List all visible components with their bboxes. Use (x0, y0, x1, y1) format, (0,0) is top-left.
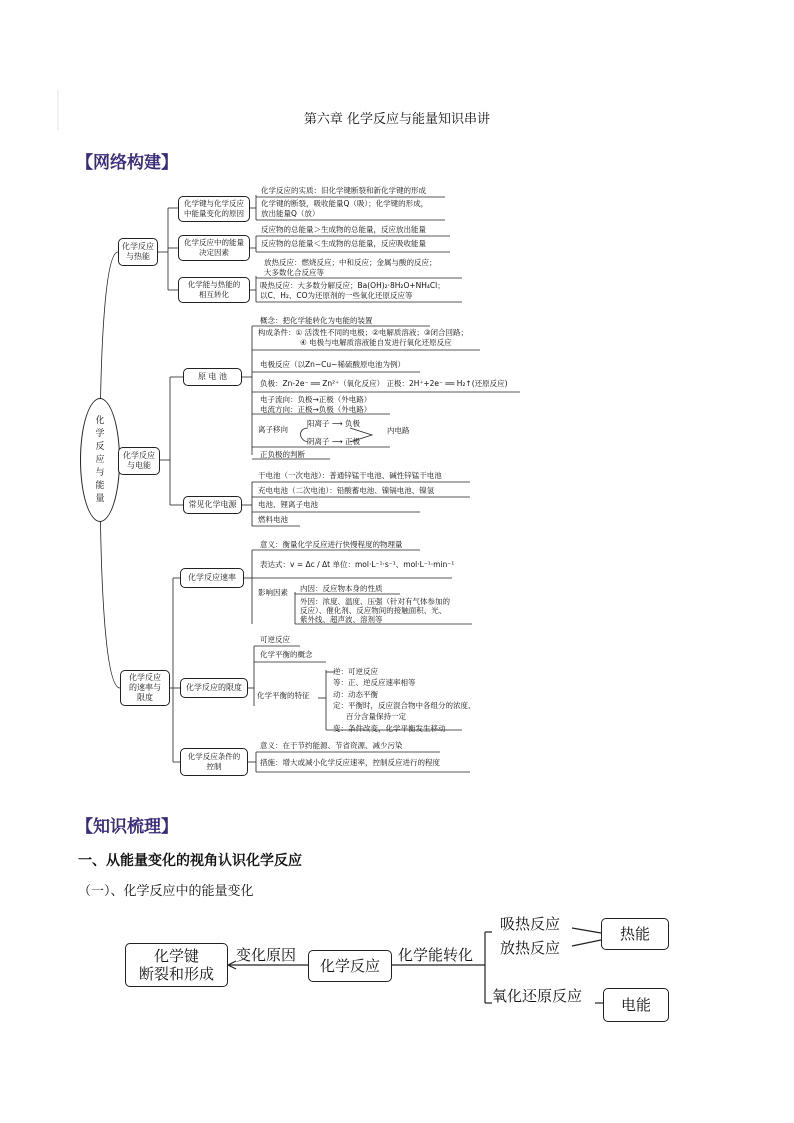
node-chemical-power: 常见化学电源 (183, 496, 242, 514)
leaf-text: 放热反应：燃烧反应；中和反应；金属与酸的反应； (264, 258, 437, 267)
leaf-text: 构成条件：① 活泼性不同的电极；②电解质溶液；③闭合回路； (258, 328, 469, 337)
leaf-text: 吸热反应：大多数分解反应；Ba(OH)₂·8H₂O+NH₄Cl； (260, 281, 445, 290)
leaf-text: 大多数化合反应等 (264, 268, 324, 277)
heading-level2: 一、从能量变化的视角认识化学反应 (78, 853, 302, 869)
leaf-text: 阴离子 ⟶ 正极 (307, 437, 361, 446)
leaf-text: 措施：增大或减小化学反应速率，控制反应进行的程度 (260, 758, 440, 767)
leaf-text: 充电电池（二次电池）：铅酸蓄电池、镍镉电池、镍氢 (258, 486, 435, 495)
leaf-text: 内因：反应物本身的性质 (300, 584, 383, 593)
flow-box-electric: 电能 (603, 988, 669, 1022)
leaf-text: 负极：Zn-2e⁻ ══ Zn²⁺（氧化反应） 正极：2H⁺+2e⁻ ══ H₂↑(还原反应) (260, 379, 508, 388)
page-title: 第六章 化学反应与能量知识串讲 (303, 112, 491, 127)
leaf-text: 等：正、逆反应速率相等 (333, 678, 416, 687)
section-network-heading: 【网络构建】 (76, 153, 178, 173)
leaf-text: 百分含量保持一定 (346, 712, 406, 721)
leaf-text: 干电池（一次电池）：普通锌锰干电池、碱性锌锰干电池 (258, 471, 442, 480)
mindmap-root: 化 学 反 应 与 能 量 (80, 398, 120, 522)
leaf-text: 可逆反应 (260, 635, 290, 644)
node-galvanic-cell: 原 电 池 (183, 368, 242, 386)
leaf-text: 正负极的判断 (260, 450, 305, 459)
flow-label-redox: 氧化还原反应 (492, 987, 583, 1005)
leaf-text: 化学键的断裂，吸收能量Q（吸）；化学键的形成， (261, 199, 429, 208)
leaf-text: ④ 电极与电解质溶液能自发进行氧化还原反应 (300, 338, 452, 347)
leaf-text: 离子移向 (258, 425, 288, 434)
leaf-text: 电极反应（以Zn−Cu−稀硫酸原电池为例） (260, 360, 405, 369)
node-condition-control: 化学反应条件的控制 (180, 748, 248, 776)
leaf-text: 放出能量Q（放） (261, 209, 320, 218)
flow-label-cause: 变化原因 (236, 946, 297, 964)
flow-box-heat: 热能 (601, 918, 669, 950)
leaf-text: 反应）、催化剂、反应物间的接触面积、光、 (300, 606, 447, 615)
node-reaction-rate: 化学反应速率 (180, 568, 244, 588)
leaf-text: 燃料电池 (258, 515, 288, 524)
leaf-text: 意义：衡量化学反应进行快慢程度的物理量 (260, 540, 403, 549)
leaf-text: 变：条件改变，化学平衡发生移动 (333, 724, 446, 733)
node-bond-energy: 化学键与化学反应中能量变化的原因 (178, 196, 250, 222)
branch-thermal: 化学反应 与热能 (118, 238, 158, 266)
leaf-text: 紫外线、超声波、溶剂等 (300, 615, 383, 624)
leaf-text: 阳离子 ⟶ 负极 (307, 419, 361, 428)
leaf-text: 内电路 (387, 426, 410, 435)
branch-rate-limit: 化学反应 的速率与 限度 (120, 670, 170, 706)
leaf-text: 概念：把化学能转化为电能的装置 (260, 316, 373, 325)
section-knowledge-heading: 【知识梳理】 (76, 817, 178, 837)
flow-box-bond: 化学键 断裂和形成 (125, 943, 228, 987)
flow-label-endothermic: 吸热反应 (500, 915, 561, 933)
node-reaction-limit: 化学反应的限度 (180, 678, 248, 698)
leaf-text: 电流方向：正极→负极（外电路） (260, 405, 372, 414)
flow-label-exothermic: 放热反应 (500, 939, 561, 957)
leaf-text: 表达式：v = Δc / Δt 单位：mol·L⁻¹·s⁻¹、mol·L⁻¹·min⁻¹ (260, 560, 455, 569)
leaf-text: 反应物的总能量＜生成物的总能量，反应吸收能量 (261, 239, 426, 248)
leaf-text: 逆：可逆反应 (333, 667, 378, 676)
leaf-text: 定：平衡时，反应混合物中各组分的浓度、 (333, 701, 476, 710)
branch-electric: 化学反应 与电能 (118, 447, 160, 475)
leaf-text: 电池、锂离子电池 (258, 500, 318, 509)
leaf-text: 动：动态平衡 (333, 690, 378, 699)
node-heat-conversion: 化学能与热能的相互转化 (178, 277, 250, 303)
leaf-text: 电子流向：负极→正极（外电路） (260, 395, 372, 404)
node-energy-factors: 化学反应中的能量决定因素 (178, 235, 250, 261)
leaf-text: 外因：浓度、温度、压强（针对有气体参加的 (300, 597, 450, 606)
leaf-text: 反应物的总能量＞生成物的总能量，反应放出能量 (261, 225, 426, 234)
leaf-text: 影响因素 (258, 588, 288, 597)
flow-box-reaction: 化学反应 (308, 950, 392, 982)
heading-level3: （一）、化学反应中的能量变化 (78, 884, 254, 899)
leaf-text: 化学平衡的特征 (257, 691, 310, 700)
leaf-text: 化学平衡的概念 (260, 650, 313, 659)
leaf-text: 化学反应的实质：旧化学键断裂和新化学键的形成 (261, 186, 426, 195)
leaf-text: 以C、H₂、CO为还原剂的一些氧化还原反应等 (260, 291, 413, 300)
leaf-text: 意义：在于节约能源、节省资源、减少污染 (260, 741, 403, 750)
flow-label-convert: 化学能转化 (398, 946, 474, 964)
